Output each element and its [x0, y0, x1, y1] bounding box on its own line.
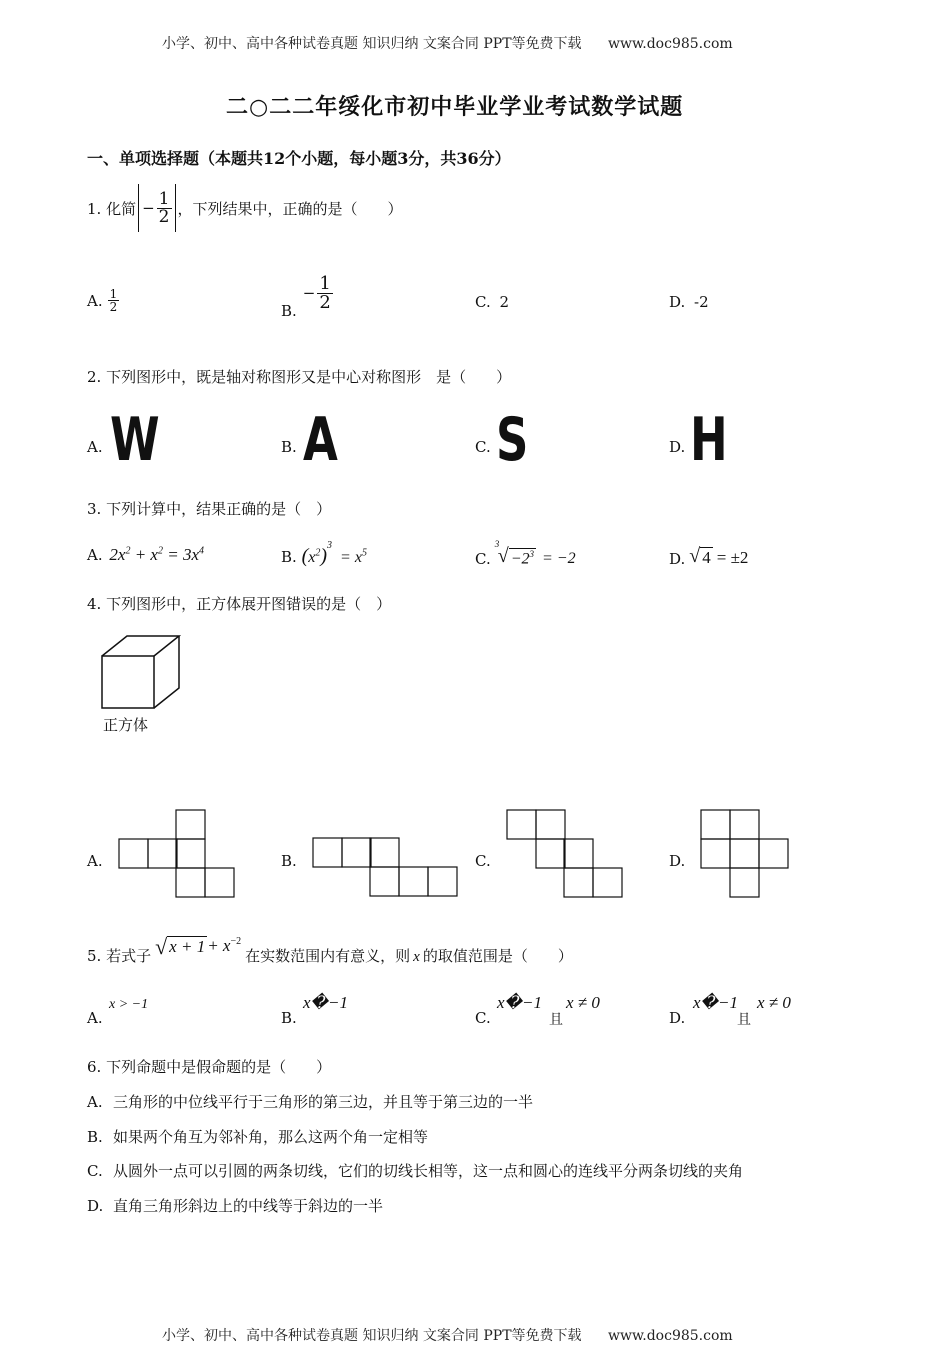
q1-option-d-value: -2	[694, 293, 709, 311]
q1-frac-num: 1	[158, 188, 170, 209]
q3-option-c-radical	[494, 539, 576, 568]
q5-option-c[interactable]	[475, 993, 635, 1031]
q4-option-b[interactable]: B.	[281, 852, 297, 870]
q6-option-c[interactable]	[87, 1160, 743, 1181]
q4-net-b	[312, 837, 462, 899]
q5-option-d-and: 且	[737, 1012, 751, 1028]
q1-option-c-label: C.	[475, 293, 491, 311]
q5-radical-sign: √	[155, 934, 168, 959]
q3-c-radicand: −2	[510, 550, 530, 567]
q5-option-a-expr: x > −1	[109, 997, 149, 1012]
q2-option-d[interactable]	[669, 438, 685, 456]
question-3: 3. 下列计算中，结果正确的是（ ）	[87, 500, 332, 518]
q3-option-a[interactable]	[87, 545, 204, 565]
q1-option-c-value: 2	[499, 293, 510, 311]
q5-expression	[155, 936, 241, 958]
q3-d-radicand: 4	[702, 548, 711, 567]
q3-c-radicand-exp: 3	[529, 548, 534, 559]
q1-absolute-value	[138, 184, 175, 232]
q6-option-d-text: 直角三角形斜边上的中线等于斜边的一半	[113, 1197, 384, 1215]
q3-a-term1: 2x	[109, 545, 126, 564]
q1-option-b[interactable]	[281, 266, 333, 320]
q1-option-a-label: A.	[87, 291, 103, 310]
q6-option-a[interactable]	[87, 1091, 533, 1112]
footer-text: 小学、初中、高中各种试卷真题 知识归纳 文案合同 PPT等免费下载	[162, 1328, 582, 1344]
q1-minus: −	[142, 199, 155, 217]
q1-option-b-sign: −	[302, 284, 316, 302]
q6-option-d[interactable]	[87, 1195, 383, 1216]
q1-fraction	[157, 188, 172, 227]
q5-prefix: 5. 若式子	[87, 947, 152, 965]
q5-option-d[interactable]	[669, 993, 829, 1031]
q3-d-rhs: = ±2	[716, 548, 749, 567]
q4-net-d	[700, 809, 792, 899]
q6-option-c-label: C.	[87, 1162, 103, 1180]
q4-net-a	[118, 809, 238, 899]
q4-option-d[interactable]: D.	[669, 852, 686, 870]
q3-b-rparen: )	[320, 545, 328, 567]
header-text: 小学、初中、高中各种试卷真题 知识归纳 文案合同 PPT等免费下载	[162, 36, 582, 52]
cube-figure	[95, 630, 195, 715]
q4-net-c	[506, 809, 626, 899]
page-footer	[162, 1325, 733, 1345]
question-2: 2. 下列图形中，既是轴对称图形又是中心对称图形 是（ ）	[87, 368, 512, 386]
q5-option-c-label: C.	[475, 1009, 491, 1027]
question-1	[87, 183, 403, 233]
q3-option-c[interactable]	[475, 539, 576, 568]
q6-option-b[interactable]	[87, 1126, 428, 1147]
q5-option-b-expr: x�−1	[303, 993, 348, 1012]
q3-d-radical-sign: √	[689, 545, 701, 567]
q1-option-a-num: 1	[109, 287, 118, 301]
q3-option-c-label: C.	[475, 550, 491, 568]
q2-option-c-label: C.	[475, 438, 491, 456]
q1-option-b-den: 2	[319, 291, 331, 313]
q5-plus-term: + x	[207, 936, 231, 955]
q2-option-c-glyph: S	[496, 405, 529, 475]
q5-option-d-cond: x ≠ 0	[757, 993, 791, 1012]
q1-option-b-label: B.	[281, 302, 297, 320]
header-url[interactable]: www.doc985.com	[607, 36, 733, 52]
q2-option-a[interactable]	[87, 438, 103, 456]
q5-option-d-label: D.	[669, 1009, 686, 1027]
q2-option-b-glyph: A	[303, 405, 338, 475]
q6-option-a-text: 三角形的中位线平行于三角形的第三边，并且等于第三边的一半	[113, 1093, 534, 1111]
q3-option-b-expr	[301, 540, 367, 567]
q3-a-term2: + x	[130, 545, 158, 564]
q5-option-c-cond: x ≠ 0	[566, 993, 600, 1012]
q3-option-b-label: B.	[281, 548, 297, 566]
cube-label: 正方体	[103, 716, 149, 734]
q1-option-a[interactable]	[87, 288, 119, 313]
q2-option-b-label: B.	[281, 438, 297, 456]
q3-option-b[interactable]	[281, 540, 367, 568]
q5-exponent: −2	[230, 936, 242, 947]
q3-b-rhs-exp: 5	[361, 547, 367, 559]
q1-option-b-fraction	[317, 272, 332, 313]
q3-option-d-radical	[689, 545, 748, 568]
q6-option-c-text: 从圆外一点可以引圆的两条切线，它们的切线长相等，这一点和圆心的连线平分两条切线的夹角	[113, 1162, 744, 1180]
q4-option-a[interactable]: A.	[87, 852, 103, 870]
q6-option-d-label: D.	[87, 1197, 104, 1215]
q1-frac-den: 2	[158, 206, 170, 227]
q6-option-a-label: A.	[87, 1093, 103, 1111]
q5-option-d-expr: x�−1	[693, 993, 738, 1012]
q3-a-term3: = 3x	[162, 545, 199, 564]
page-header	[162, 33, 733, 53]
q1-option-d-label: D.	[669, 293, 686, 311]
section-heading: 一、单项选择题（本题共12个小题，每小题3分，共36分）	[87, 149, 511, 168]
q5-option-c-expr: x�−1	[497, 993, 542, 1012]
q3-option-d[interactable]	[669, 545, 748, 568]
q5-option-a-label: A.	[87, 1009, 103, 1027]
q3-c-rhs: = −2	[542, 550, 576, 567]
q5-option-c-and: 且	[549, 1012, 563, 1028]
q1-option-d[interactable]	[669, 293, 709, 311]
q2-option-c[interactable]	[475, 438, 491, 456]
q3-a-exp2: 2	[157, 545, 163, 557]
q3-c-index: 3	[494, 539, 500, 549]
q3-b-rhs: = x	[340, 549, 362, 566]
q5-radicand: x + 1	[169, 937, 206, 956]
q2-option-a-label: A.	[87, 438, 103, 456]
q1-option-a-den: 2	[109, 300, 118, 314]
q5-option-b-label: B.	[281, 1009, 297, 1027]
q5-suffix-b: 的取值范围是（ ）	[422, 947, 573, 965]
q3-b-base: x	[308, 549, 316, 566]
q3-option-a-label: A.	[87, 546, 103, 564]
q2-option-a-glyph: W	[110, 405, 160, 475]
q3-c-radicand-box	[509, 548, 536, 568]
q2-option-d-label: D.	[669, 438, 686, 456]
q3-a-exp1: 2	[125, 545, 131, 557]
question-4: 4. 下列图形中，正方体展开图错误的是（ ）	[87, 595, 392, 613]
q6-option-b-label: B.	[87, 1128, 103, 1146]
q3-b-inner-exp: 2	[315, 547, 321, 559]
q1-prefix: 1. 化简	[87, 199, 137, 218]
q3-a-exp3: 4	[199, 545, 204, 557]
q5-suffix-a: 在实数范围内有意义，则	[245, 947, 411, 965]
footer-url[interactable]: www.doc985.com	[607, 1328, 733, 1344]
q1-option-c[interactable]	[475, 293, 509, 311]
q1-option-b-num: 1	[319, 272, 331, 294]
question-5	[87, 934, 573, 968]
exam-title: 二○二二年绥化市初中毕业学业考试数学试题	[226, 94, 684, 120]
q3-option-d-label: D.	[669, 550, 686, 568]
q1-option-a-fraction	[108, 288, 120, 313]
q2-option-d-glyph: H	[690, 405, 728, 475]
q2-option-b[interactable]	[281, 438, 297, 456]
q3-c-radical-sign: √	[497, 545, 509, 567]
question-6: 6. 下列命题中是假命题的是（ ）	[87, 1058, 332, 1076]
q5-variable: x	[413, 949, 420, 965]
q3-b-outer-exp: 3	[327, 540, 333, 551]
q6-option-b-text: 如果两个角互为邻补角，那么这两个角一定相等	[113, 1128, 429, 1146]
q3-b-lparen: (	[301, 545, 309, 567]
q3-option-a-expr	[109, 545, 204, 564]
q1-suffix: ，下列结果中，正确的是（ ）	[177, 199, 403, 218]
q4-option-c[interactable]: C.	[475, 852, 491, 870]
